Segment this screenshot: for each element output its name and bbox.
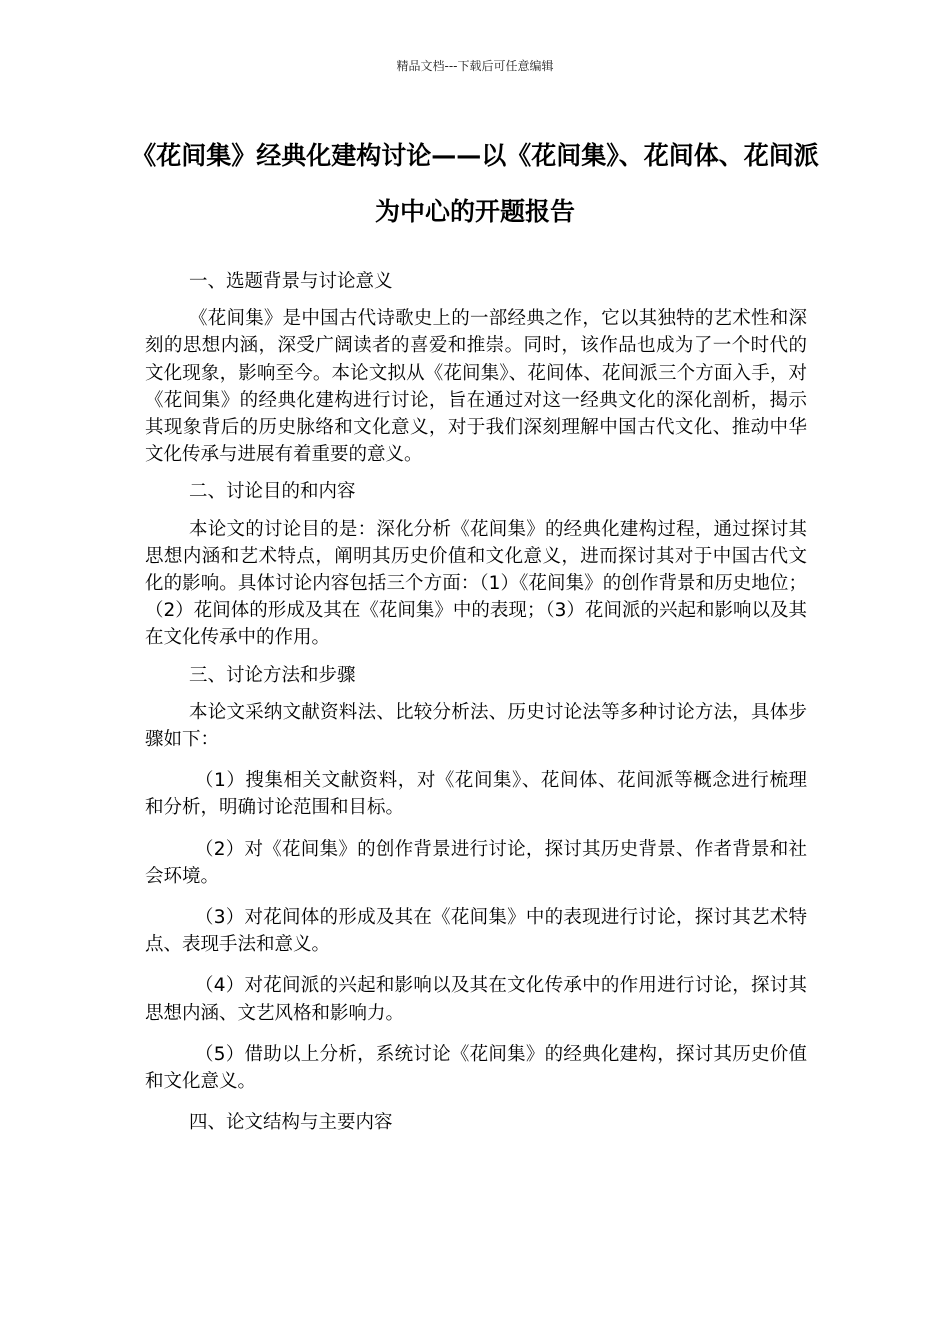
section-paragraph-purpose: 本论文的讨论目的是：深化分析《花间集》的经典化建构过程，通过探讨其思想内涵和艺术特点，阐明其历史价值和文化意义，进而探讨其对于中国古代文化的影响。具体讨论内容包括三个方面：（1）《花间集》的创作背景和历史地位；（2）花间体的形成及其在《花间集》中的表现；（3）花间派的兴起和影响以及其在文化传承中的作用。 — [145, 518, 807, 649]
method-step-2: （2）对《花间集》的创作背景进行讨论，探讨其历史背景、作者背景和社会环境。 — [145, 838, 807, 887]
document-body — [145, 268, 807, 1146]
section-heading-background: 一、选题背景与讨论意义 — [189, 271, 393, 292]
section-paragraph-method-intro: 本论文采纳文献资料法、比较分析法、历史讨论法等多种讨论方法，具体步骤如下： — [145, 701, 807, 751]
section-paragraph-background: 《花间集》是中国古代诗歌史上的一部经典之作，它以其独特的艺术性和深刻的思想内涵，深受广阔读者的喜爱和推崇。同时，该作品也成为了一个时代的文化现象，影响至今。本论文拟从《花间集》、花间体、花间派三个方面入手，对《花间集》的经典化建构进行讨论，旨在通过对这一经典文化的深化剖析，揭示其现象背后的历史脉络和文化意义，对于我们深刻理解中国古代文化、推动中华文化传承与进展有着重要的意义。 — [145, 308, 807, 466]
method-step-5: （5）借助以上分析，系统讨论《花间集》的经典化建构，探讨其历史价值和文化意义。 — [145, 1043, 807, 1093]
method-step-4: （4）对花间派的兴起和影响以及其在文化传承中的作用进行讨论，探讨其思想内涵、文艺风格和影响力。 — [145, 975, 807, 1024]
method-step-1: （1）搜集相关文献资料，对《花间集》、花间体、花间派等概念进行梳理和分析，明确讨论范围和目标。 — [145, 770, 807, 819]
method-step-3: （3）对花间体的形成及其在《花间集》中的表现进行讨论，探讨其艺术特点、表现手法和意义。 — [145, 907, 807, 956]
section-heading-structure: 四、论文结构与主要内容 — [189, 1112, 393, 1134]
document-title: 《花间集》经典化建构讨论——以《花间集》、花间体、花间派为中心的开题报告 — [131, 141, 819, 226]
page-header: 精品文档---下载后可任意编辑 — [396, 59, 554, 73]
section-heading-purpose: 二、讨论目的和内容 — [189, 481, 356, 503]
section-heading-method: 三、讨论方法和步骤 — [189, 664, 356, 686]
